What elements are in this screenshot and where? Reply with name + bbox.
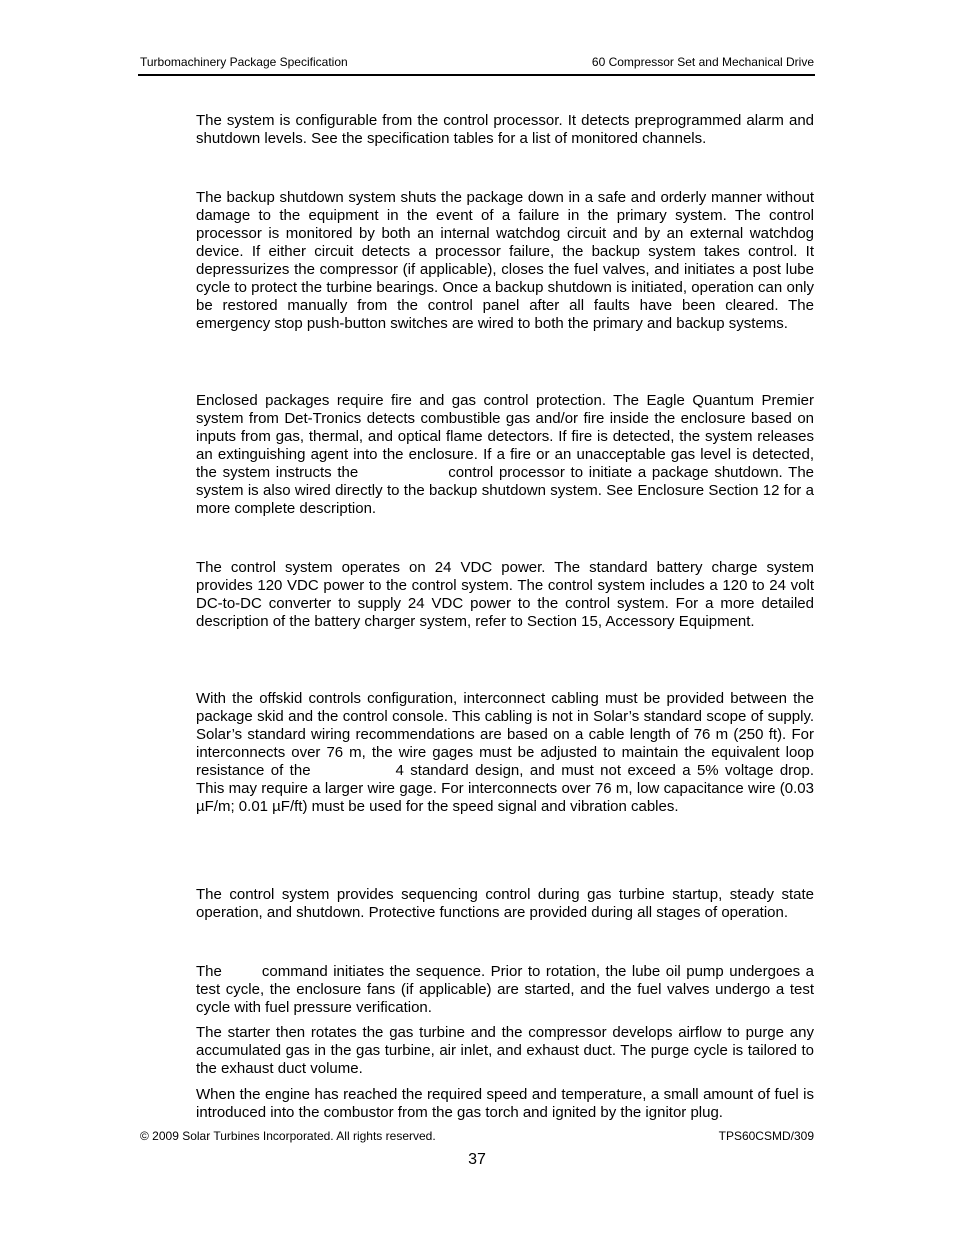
paragraph-monitoring: The system is configurable from the control processor. It detects preprogrammed alarm and shutdown levels. See the specification tables for a list of monitored channels. [196, 112, 814, 147]
paragraph-offskid-part1: With the offskid controls configuration, interconnect cabling must be provided between the package skid and the control console. This cabling is not in Solar’s standard scope of supply. Solar’s standard wiring recommendations are based on a cable length of 76 m (250 ft). For interconnects over 76 m, the wire gages must be adjusted to maintain the equivalent loop resistance of the [196, 690, 814, 779]
paragraph-fire-gas-part2: control processor to initiate a package shutdown. The system is also wired directly to the backup shutdown system. See Enclosure Section 12 for a more complete description. [196, 464, 815, 517]
paragraph-sequencing: The control system provides sequencing control during gas turbine startup, steady state operation, and shutdown. Protective functions are provided during all stages of operation. [196, 886, 814, 921]
page-number: 37 [468, 1151, 486, 1168]
page-header-left: Turbomachinery Package Specification [140, 55, 348, 69]
paragraph-start-part2: command initiates the sequence. Prior to rotation, the lube oil pump undergoes a test cycle, the enclosure fans (if applicable) are started, and the fuel valves undergo a test cycle with fuel pressure verification. [196, 963, 814, 1016]
footer-copyright: © 2009 Solar Turbines Incorporated. All rights reserved. [140, 1129, 436, 1143]
paragraph-power: The control system operates on 24 VDC power. The standard battery charge system provides 120 VDC power to the control system. The control system includes a 120 to 24 volt DC-to-DC converter to supply 24 VDC power to the control system. For a more detailed description of the battery charger system, refer to Section 15, Accessory Equipment. [196, 559, 814, 630]
footer-document-id: TPS60CSMD/309 [718, 1129, 814, 1143]
paragraph-start-command [196, 963, 814, 1017]
paragraph-offskid-part2: 4 standard design, and must not exceed a 5% voltage drop. This may require a larger wire gage. For interconnects over 76 m, low capacitance wire (0.03 µF/m; 0.01 µF/ft) must be used for the speed signal and vibration cables. [196, 762, 815, 815]
paragraph-offskid [196, 690, 814, 816]
paragraph-start-part1: The [196, 963, 222, 980]
paragraph-fire-gas [196, 392, 814, 518]
paragraph-ignition: When the engine has reached the required speed and temperature, a small amount of fuel is introduced into the combustor from the gas torch and ignited by the ignitor plug. [196, 1086, 814, 1121]
paragraph-fire-gas-part1: Enclosed packages require fire and gas control protection. The Eagle Quantum Premier system from Det-Tronics detects combustible gas and/or fire inside the enclosure based on inputs from gas, thermal, and optical flame detectors. If fire is detected, the system releases an extinguishing agent into the enclosure. If a fire or an unacceptable gas level is detected, the system instructs the [196, 392, 814, 481]
paragraph-backup-shutdown: The backup shutdown system shuts the package down in a safe and orderly manner without damage to the equipment in the event of a failure in the primary system. The control processor is monitored by both an internal watchdog circuit and by an external watchdog device. If either circuit detects a processor failure, the backup system takes control. It depressurizes the compressor (if applicable), closes the fuel valves, and initiates a post lube cycle to protect the turbine bearings. Once a backup shutdown is initiated, operation can only be restored manually from the control panel after all faults have been cleared. The emergency stop push-button switches are wired to both the primary and backup systems. [196, 189, 814, 332]
paragraph-purge: The starter then rotates the gas turbine and the compressor develops airflow to purge any accumulated gas in the gas turbine, air inlet, and exhaust duct. The purge cycle is tailored to the exhaust duct volume. [196, 1024, 814, 1077]
page-header-right: 60 Compressor Set and Mechanical Drive [591, 55, 814, 69]
header-rule [138, 74, 815, 76]
